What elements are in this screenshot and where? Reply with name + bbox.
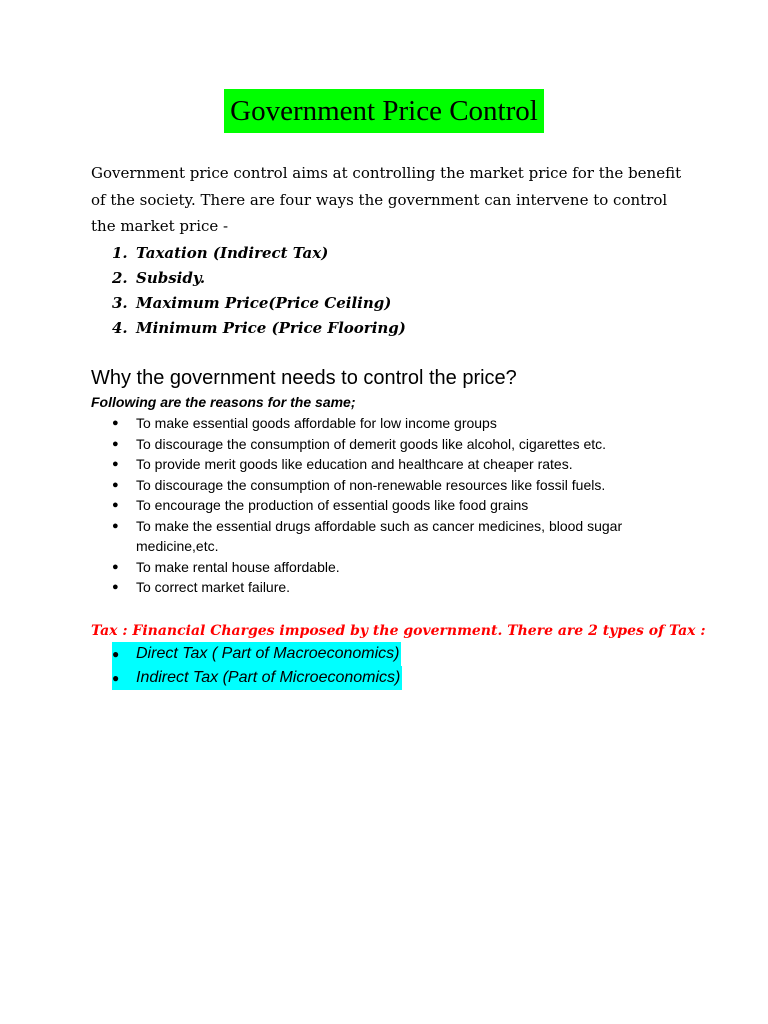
list-item xyxy=(112,577,672,598)
list-item-text: To discourage the consumption of non-renewable resources like fossil fuels. xyxy=(136,476,606,493)
list-item-text: To make essential goods affordable for low income groups xyxy=(136,415,497,431)
list-item-text: Indirect Tax (Part of Microeconomics) xyxy=(136,669,401,686)
list-item xyxy=(112,642,402,666)
list-item xyxy=(112,291,406,316)
list-item xyxy=(112,266,406,291)
title-container xyxy=(0,89,768,133)
bullet-icon: ● xyxy=(112,560,119,573)
list-number: 2. xyxy=(112,269,128,287)
list-item-text: To correct market failure. xyxy=(136,579,291,595)
bullet-icon: ● xyxy=(112,478,119,491)
list-item xyxy=(112,495,672,516)
list-item xyxy=(112,434,672,455)
list-item xyxy=(112,475,672,496)
bullet-icon: ● xyxy=(112,519,119,532)
intro-paragraph: Government price control aims at controlling the market price for the benefit of the society. There are four ways the government can intervene to control the market price - xyxy=(91,164,682,235)
list-item-text: Maximum Price(Price Ceiling) xyxy=(136,294,392,312)
list-item-text: To provide merit goods like education and healthcare at cheaper rates. xyxy=(136,456,573,472)
tax-definition: Tax : Financial Charges imposed by the government. There are 2 types of Tax : xyxy=(91,623,706,639)
bullet-icon: ● xyxy=(112,437,119,450)
bullet-icon: ● xyxy=(112,499,119,511)
list-item xyxy=(112,316,406,341)
bullet-icon: ● xyxy=(112,417,119,429)
list-item xyxy=(112,454,672,475)
section-heading: Why the government needs to control the price? xyxy=(91,367,517,389)
list-item xyxy=(112,241,406,266)
section-subheading: Following are the reasons for the same; xyxy=(91,394,356,410)
tax-types-list xyxy=(112,642,402,690)
reasons-list xyxy=(112,413,672,598)
list-item-text: Subsidy. xyxy=(136,269,206,287)
bullet-icon: ● xyxy=(112,581,119,593)
page-title: Government Price Control xyxy=(224,89,544,133)
list-item xyxy=(112,516,672,557)
list-item-text: To discourage the consumption of demerit goods like alcohol, cigarettes etc. xyxy=(136,435,607,452)
list-item-text: To make the essential drugs affordable such as cancer medicines, blood sugar medicine,etc. xyxy=(136,517,623,554)
bullet-icon: ● xyxy=(112,458,119,470)
list-item-text: To encourage the production of essential goods like food grains xyxy=(136,497,529,513)
list-item xyxy=(112,413,672,434)
list-item-text: Minimum Price (Price Flooring) xyxy=(136,319,406,337)
list-number: 3. xyxy=(112,294,128,312)
list-item-text: Direct Tax ( Part of Macroeconomics) xyxy=(136,645,400,662)
control-ways-list xyxy=(112,241,406,341)
list-item-text: To make rental house affordable. xyxy=(136,558,340,575)
list-item-text: Taxation (Indirect Tax) xyxy=(136,244,329,262)
list-number: 4. xyxy=(112,319,128,337)
bullet-icon: ● xyxy=(112,671,120,685)
list-number: 1. xyxy=(112,244,128,262)
highlighted-item xyxy=(112,666,402,690)
bullet-icon: ● xyxy=(112,647,120,661)
highlighted-item xyxy=(112,642,401,666)
list-item xyxy=(112,557,672,578)
list-item xyxy=(112,666,402,690)
